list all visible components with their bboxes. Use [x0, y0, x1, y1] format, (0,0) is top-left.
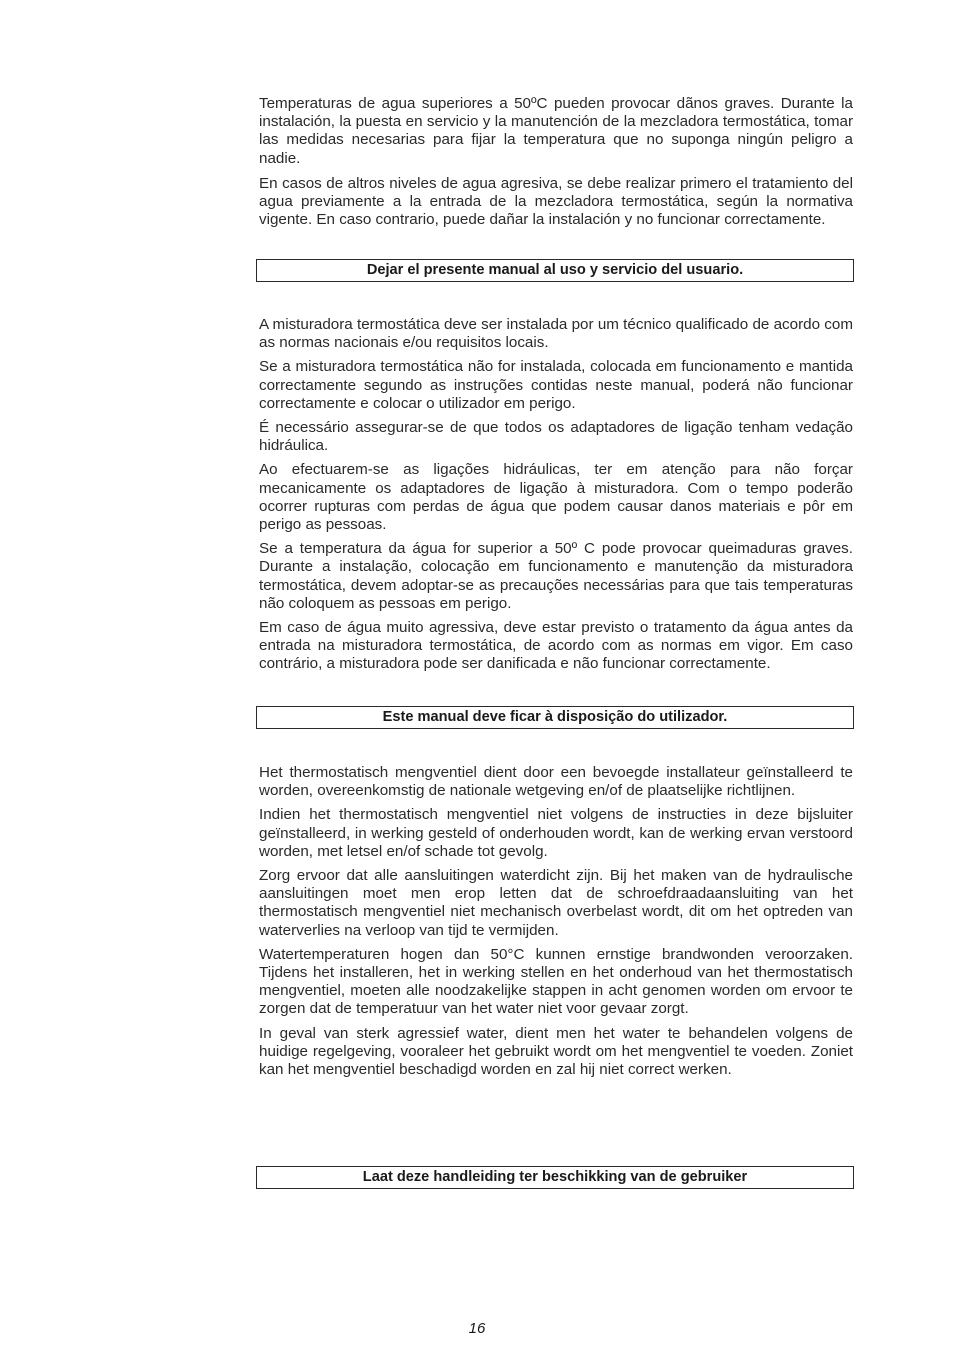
- portuguese-paragraph: Se a temperatura da água for superior a 50º C pode provocar queimaduras graves. Durante a instalação, colocação em funcionamento e manutenção da misturadora termostática, devem adoptar-se as precauções necessárias para que tais temperaturas não coloquem as pessoas em perigo.: [259, 540, 853, 612]
- spanish-notice-box: Dejar el presente manual al uso y servicio del usuario.: [256, 259, 854, 282]
- portuguese-notice-box: Este manual deve ficar à disposição do utilizador.: [256, 706, 854, 729]
- spanish-paragraph: En casos de altros niveles de agua agresiva, se debe realizar primero el tratamiento del agua previamente a la entrada de la mezcladora termostática, según la normativa vigente. En caso contrario, puede dañar la instalación y no funcionar correctamente.: [259, 174, 853, 229]
- dutch-paragraph: Watertemperaturen hogen dan 50°C kunnen ernstige brandwonden veroorzaken. Tijdens het installeren, het in werking stellen en het onderhoud van het thermostatisch mengventiel, moeten alle noodzakelijke stappen in acht genomen worden om ervoor te zorgen dat de temperatuur van het water niet voor gevaar zorgt.: [259, 945, 853, 1018]
- dutch-paragraph: In geval van sterk agressief water, dient men het water te behandelen volgens de huidige regelgeving, vooraleer het gebruikt wordt om het mengventiel te voeden. Zoniet kan het mengventiel beschadigd worden en zal hij niet correct werken.: [259, 1024, 853, 1079]
- spanish-section: [259, 95, 853, 229]
- dutch-paragraph: Zorg ervoor dat alle aansluitingen waterdicht zijn. Bij het maken van de hydraulische aansluitingen moet men erop letten dat de schroefdraadaansluiting van het thermostatisch mengventiel niet mechanisch overbelast wordt, dit om het optreden van waterverlies na verloop van tijd te vermijden.: [259, 867, 853, 939]
- dutch-notice-box: Laat deze handleiding ter beschikking van de gebruiker: [256, 1166, 854, 1189]
- portuguese-paragraph: Em caso de água muito agressiva, deve estar previsto o tratamento da água antes da entrada na misturadora termostática, de acordo com as normas em vigor. Em caso contrário, a misturadora pode ser danificada e não funcionar correctamente.: [259, 619, 853, 673]
- portuguese-paragraph: É necessário assegurar-se de que todos os adaptadores de ligação tenham vedação hidráulica.: [259, 419, 853, 455]
- spanish-paragraph: Temperaturas de agua superiores a 50ºC pueden provocar dãnos graves. Durante la instalación, la puesta en servicio y la manutención de la mezcladora termostática, tomar las medidas necesarias para fijar la temperatura que no suponga ningún peligro a nadie.: [259, 95, 853, 167]
- dutch-paragraph: Het thermostatisch mengventiel dient door een bevoegde installateur geïnstalleerd te worden, overeenkomstig de nationale wetgeving en/of de plaatselijke richtlijnen.: [259, 764, 853, 800]
- portuguese-paragraph: Ao efectuarem-se as ligações hidráulicas, ter em atenção para não forçar mecanicamente os adaptadores de ligação à misturadora. Com o tempo poderão ocorrer rupturas com perdas de água que podem causar danos materiais e pôr em perigo as pessoas.: [259, 461, 853, 534]
- portuguese-paragraph: Se a misturadora termostática não for instalada, colocada em funcionamento e mantida correctamente segundo as instruções contidas neste manual, poderá não funcionar correctamente e colocar o utilizador em perigo.: [259, 358, 853, 412]
- dutch-section: [259, 764, 853, 1079]
- portuguese-section: [259, 316, 853, 674]
- portuguese-paragraph: A misturadora termostática deve ser instalada por um técnico qualificado de acordo com as normas nacionais e/ou requisitos locais.: [259, 316, 853, 352]
- dutch-paragraph: Indien het thermostatisch mengventiel niet volgens de instructies in deze bijsluiter geïnstalleerd, in werking gesteld of onderhouden wordt, kan de werking ervan verstoord worden, met letsel en/of schade tot gevolg.: [259, 806, 853, 860]
- page-number: 16: [468, 1320, 486, 1337]
